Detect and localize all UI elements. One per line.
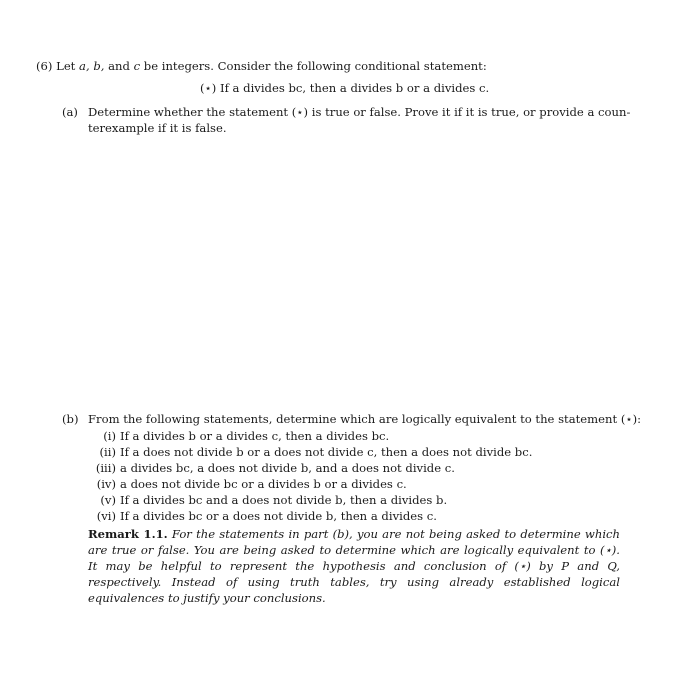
item-text: If a divides bc or a does not divide b, then a divides c. bbox=[120, 509, 437, 523]
item-text: a does not divide bc or a divides b or a divides c. bbox=[120, 477, 407, 491]
part-b-label: (b) bbox=[62, 412, 79, 426]
item-number: (ii) bbox=[99, 445, 116, 459]
part-b-intro: From the following statements, determine which are logically equivalent to the statement (⋆): bbox=[88, 412, 642, 426]
part-a-label: (a) bbox=[62, 105, 78, 119]
intro-post: be integers. Consider the following conditional statement: bbox=[140, 59, 487, 73]
item-number: (i) bbox=[103, 429, 116, 443]
list-item bbox=[86, 476, 407, 492]
remark-label: Remark 1.1. bbox=[88, 527, 168, 541]
item-text: a divides bc, a does not divide b, and a does not divide c. bbox=[120, 461, 455, 475]
list-item bbox=[86, 444, 532, 460]
item-text: If a divides bc and a does not divide b, then a divides b. bbox=[120, 493, 448, 507]
list-item bbox=[86, 508, 437, 524]
item-text: If a divides b or a divides c, then a divides bc. bbox=[120, 429, 390, 443]
item-number: (iv) bbox=[96, 477, 116, 491]
list-item bbox=[86, 428, 389, 444]
starred-statement bbox=[200, 80, 489, 96]
remark bbox=[88, 526, 620, 606]
part-a-line2: terexample if it is false. bbox=[88, 121, 227, 135]
intro-and: and bbox=[104, 59, 134, 73]
intro-vars: a, b, bbox=[79, 59, 105, 73]
problem-number: (6) bbox=[36, 59, 53, 73]
list-item bbox=[86, 460, 455, 476]
item-number: (iii) bbox=[95, 461, 116, 475]
star-label: (⋆) bbox=[200, 81, 217, 95]
part-a-line1: Determine whether the statement (⋆) is true or false. Prove it if it is true, or provide a coun- bbox=[88, 105, 631, 119]
intro-pre: Let bbox=[56, 59, 80, 73]
list-item bbox=[86, 492, 447, 508]
item-number: (v) bbox=[100, 493, 116, 507]
statement-text: If a divides bc, then a divides b or a divides c. bbox=[220, 81, 490, 95]
intro-c: c bbox=[133, 59, 141, 73]
item-text: If a does not divide b or a does not divide c, then a does not divide bc. bbox=[120, 445, 533, 459]
problem-intro bbox=[36, 58, 487, 74]
remark-body: For the statements in part (b), you are not being asked to determine which are true or false. You are being asked to determine which are logically equivalent to (⋆). It may be helpful to represent the hypothesis and conclusion of (⋆) by P and Q, respectively. Instead of using truth tables, try using already established logical equivalences to justify your conclusions. bbox=[88, 527, 620, 605]
item-number: (vi) bbox=[96, 509, 116, 523]
